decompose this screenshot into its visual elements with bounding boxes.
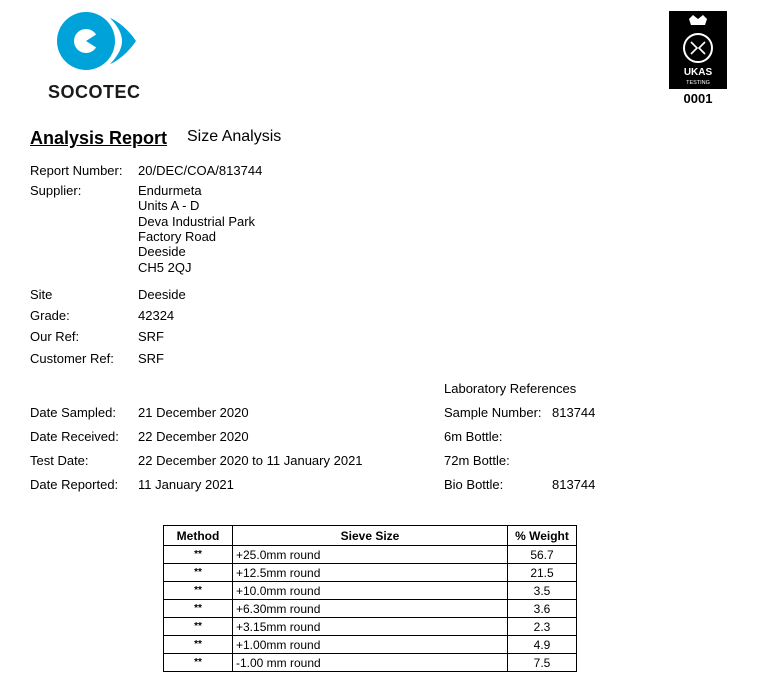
sample-number-label: Sample Number:	[444, 405, 542, 420]
sieve-size-cell: -1.00 mm round	[233, 654, 508, 672]
date-sampled-label: Date Sampled:	[30, 405, 116, 420]
column-header-sieve-size: Sieve Size	[233, 526, 508, 546]
bottle-6m-label: 6m Bottle:	[444, 429, 503, 444]
column-header-weight: % Weight	[508, 526, 577, 546]
site-label: Site	[30, 287, 53, 302]
sample-number-value: 813744	[552, 405, 596, 420]
method-cell: **	[164, 618, 233, 636]
grade-label: Grade:	[30, 308, 70, 323]
date-reported-value: 11 January 2021	[138, 477, 234, 492]
table-row	[164, 618, 577, 636]
lab-references-heading: Laboratory References	[444, 381, 577, 396]
method-cell: **	[164, 600, 233, 618]
bio-bottle-value: 813744	[552, 477, 596, 492]
logo-wordmark: SOCOTEC	[48, 82, 141, 102]
site-value: Deeside	[138, 287, 186, 302]
method-cell: **	[164, 654, 233, 672]
table-row	[164, 582, 577, 600]
grade-value: 42324	[138, 308, 175, 323]
method-cell: **	[164, 636, 233, 654]
method-cell: **	[164, 546, 233, 564]
table-row	[164, 600, 577, 618]
weight-cell: 4.9	[508, 636, 577, 654]
ukas-mark	[669, 11, 727, 89]
ukas-label: UKAS	[683, 67, 713, 78]
sieve-size-table	[163, 525, 577, 672]
bio-bottle-label: Bio Bottle:	[444, 477, 504, 492]
date-sampled-value: 21 December 2020	[138, 405, 249, 420]
table-row	[164, 564, 577, 582]
supplier-line-6: CH5 2QJ	[138, 260, 192, 275]
weight-cell: 3.5	[508, 582, 577, 600]
sieve-size-cell: +25.0mm round	[233, 546, 508, 564]
supplier-label: Supplier:	[30, 183, 82, 198]
table-row	[164, 546, 577, 564]
bottle-72m-label: 72m Bottle:	[444, 453, 510, 468]
supplier-line-1: Endurmeta	[138, 183, 202, 198]
supplier-line-3: Deva Industrial Park	[138, 214, 256, 229]
report-number-value: 20/DEC/COA/813744	[138, 163, 263, 178]
customer-ref-label: Customer Ref:	[30, 351, 114, 366]
sieve-size-cell: +3.15mm round	[233, 618, 508, 636]
date-received-label: Date Received:	[30, 429, 119, 444]
weight-cell: 21.5	[508, 564, 577, 582]
ukas-sub-label: TESTING	[686, 80, 710, 86]
date-received-value: 22 December 2020	[138, 429, 249, 444]
supplier-line-4: Factory Road	[138, 229, 217, 244]
date-reported-label: Date Reported:	[30, 477, 119, 492]
supplier-line-2: Units A - D	[138, 198, 200, 213]
our-ref-label: Our Ref:	[30, 329, 80, 344]
method-cell: **	[164, 564, 233, 582]
weight-cell: 56.7	[508, 546, 577, 564]
weight-cell: 3.6	[508, 600, 577, 618]
column-header-method: Method	[164, 526, 233, 546]
ukas-number: 0001	[683, 91, 713, 106]
method-cell: **	[164, 582, 233, 600]
customer-ref-value: SRF	[138, 351, 164, 366]
test-date-value: 22 December 2020 to 11 January 2021	[138, 453, 363, 468]
report-subtitle: Size Analysis	[187, 128, 282, 145]
sieve-size-cell: +12.5mm round	[233, 564, 508, 582]
weight-cell: 7.5	[508, 654, 577, 672]
sieve-size-cell: +6.30mm round	[233, 600, 508, 618]
sieve-size-cell: +1.00mm round	[233, 636, 508, 654]
supplier-line-5: Deeside	[138, 244, 186, 259]
report-number-label: Report Number:	[30, 163, 123, 178]
weight-cell: 2.3	[508, 618, 577, 636]
our-ref-value: SRF	[138, 329, 164, 344]
table-row	[164, 654, 577, 672]
table-header-row	[164, 526, 577, 546]
table-row	[164, 636, 577, 654]
test-date-label: Test Date:	[30, 453, 89, 468]
report-title: Analysis Report	[30, 128, 168, 148]
sieve-size-cell: +10.0mm round	[233, 582, 508, 600]
